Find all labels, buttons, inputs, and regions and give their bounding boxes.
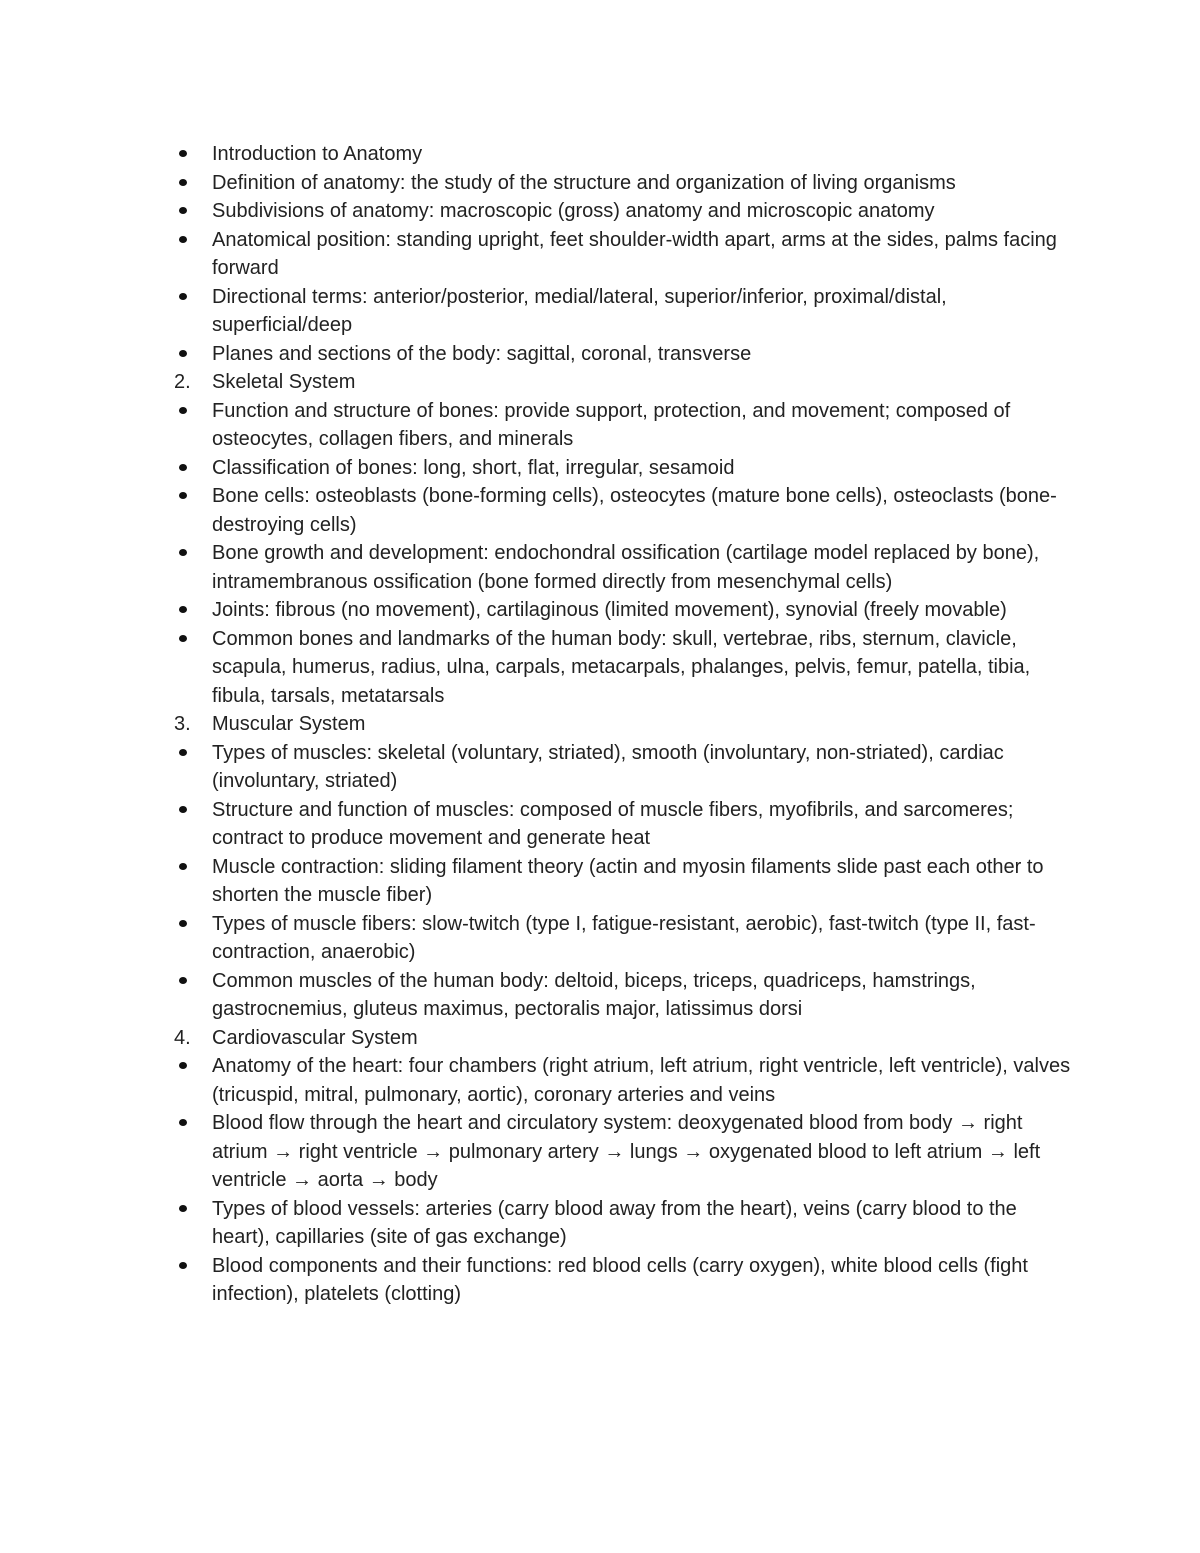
bullet-item (172, 910, 1072, 967)
list-item-text: Anatomical position: standing upright, feet shoulder-width apart, arms at the sides, palms facing forward (212, 228, 1057, 279)
list-item-text: Planes and sections of the body: sagittal, coronal, transverse (212, 342, 752, 365)
bullet-dot-icon (179, 977, 187, 984)
list-number (172, 1024, 196, 1053)
bullet-icon (172, 596, 196, 625)
outline-list (172, 140, 1072, 1309)
bullet-dot-icon (179, 150, 187, 157)
bullet-dot-icon (179, 236, 187, 243)
list-item-text: Classification of bones: long, short, flat, irregular, sesamoid (212, 456, 735, 479)
list-item-text: Types of blood vessels: arteries (carry blood away from the heart), veins (carry blood to the heart), capillaries (site of gas exchange) (212, 1197, 1017, 1248)
bullet-icon (172, 910, 196, 939)
bullet-icon (172, 140, 196, 169)
bullet-item (172, 1195, 1072, 1252)
list-item-text: Types of muscles: skeletal (voluntary, striated), smooth (involuntary, non-striated), cardiac (involuntary, striated) (212, 741, 1004, 792)
bullet-item (172, 967, 1072, 1024)
list-item-text: Types of muscle fibers: slow-twitch (type I, fatigue-resistant, aerobic), fast-twitch (type II, fast-contraction, anaerobic) (212, 912, 1036, 963)
bullet-icon (172, 1109, 196, 1138)
bullet-icon (172, 226, 196, 255)
bullet-icon (172, 1252, 196, 1281)
bullet-item (172, 283, 1072, 340)
bullet-icon (172, 283, 196, 312)
bullet-icon (172, 1052, 196, 1081)
bullet-icon (172, 482, 196, 511)
list-item-text: Structure and function of muscles: composed of muscle fibers, myofibrils, and sarcomeres; contract to produce movement and generate heat (212, 798, 1014, 849)
bullet-item (172, 1109, 1072, 1195)
list-number-label: 2. (174, 371, 191, 393)
list-item-text: Common bones and landmarks of the human body: skull, vertebrae, ribs, sternum, clavicle, scapula, humerus, radius, ulna, carpals, metacarpals, phalanges, pelvis, femur, patella, tibia, fibula, tarsals, metatarsals (212, 627, 1031, 707)
bullet-icon (172, 967, 196, 996)
list-item-text: Bone growth and development: endochondral ossification (cartilage model replaced by bone), intramembranous ossification (bone formed directly from mesenchymal cells) (212, 542, 1040, 593)
list-item-text: Function and structure of bones: provide support, protection, and movement; composed of osteocytes, collagen fibers, and minerals (212, 399, 1011, 450)
bullet-dot-icon (179, 464, 187, 471)
bullet-dot-icon (179, 635, 187, 642)
list-item-text: Subdivisions of anatomy: macroscopic (gross) anatomy and microscopic anatomy (212, 200, 935, 222)
bullet-dot-icon (179, 407, 187, 414)
bullet-dot-icon (179, 1262, 187, 1269)
bullet-dot-icon (179, 207, 187, 214)
bullet-item (172, 226, 1072, 283)
bullet-dot-icon (179, 549, 187, 556)
list-item-text: Bone cells: osteoblasts (bone-forming cells), osteocytes (mature bone cells), osteoclasts (bone-destroying cells) (212, 485, 1057, 536)
bullet-icon (172, 454, 196, 483)
bullet-dot-icon (179, 492, 187, 499)
bullet-icon (172, 340, 196, 369)
list-number-label: 4. (174, 1026, 191, 1049)
list-number (172, 710, 196, 739)
list-item-text: Muscular System (212, 713, 366, 735)
list-item-text: Blood flow through the heart and circulatory system: deoxygenated blood from body → right atrium → right ventricle → pulmonary artery → lungs → oxygenated blood to left atrium → left ventricle → aorta → body (212, 1112, 1041, 1191)
list-item-text: Joints: fibrous (no movement), cartilaginous (limited movement), synovial (freely movable) (212, 599, 1007, 621)
bullet-item (172, 796, 1072, 853)
bullet-dot-icon (179, 920, 187, 927)
list-item-text: Introduction to Anatomy (212, 143, 423, 165)
bullet-item (172, 340, 1072, 369)
bullet-icon (172, 197, 196, 226)
bullet-icon (172, 539, 196, 568)
bullet-dot-icon (179, 350, 187, 357)
bullet-dot-icon (179, 606, 187, 613)
bullet-dot-icon (179, 1062, 187, 1069)
bullet-dot-icon (179, 1205, 187, 1212)
bullet-item (172, 169, 1072, 198)
bullet-icon (172, 625, 196, 654)
list-item-text: Common muscles of the human body: deltoid, biceps, triceps, quadriceps, hamstrings, gastrocnemius, gluteus maximus, pectoralis major, latissimus dorsi (212, 969, 976, 1020)
bullet-item (172, 739, 1072, 796)
list-item-text: Skeletal System (212, 371, 356, 393)
bullet-icon (172, 739, 196, 768)
list-item-text: Cardiovascular System (212, 1026, 418, 1049)
bullet-item (172, 482, 1072, 539)
bullet-dot-icon (179, 806, 187, 813)
bullet-icon (172, 169, 196, 198)
bullet-item (172, 625, 1072, 711)
bullet-item (172, 1252, 1072, 1309)
list-number (172, 368, 196, 397)
list-item-text: Muscle contraction: sliding filament theory (actin and myosin filaments slide past each other to shorten the muscle fiber) (212, 855, 1044, 906)
list-item-text: Directional terms: anterior/posterior, medial/lateral, superior/inferior, proximal/distal, superficial/deep (212, 285, 947, 336)
bullet-dot-icon (179, 1119, 187, 1126)
bullet-item (172, 454, 1072, 483)
bullet-icon (172, 397, 196, 426)
list-number-label: 3. (174, 713, 191, 735)
section-heading-item (172, 1024, 1072, 1053)
list-item-text: Definition of anatomy: the study of the structure and organization of living organisms (212, 171, 956, 194)
bullet-dot-icon (179, 749, 187, 756)
bullet-icon (172, 853, 196, 882)
bullet-item (172, 1052, 1072, 1109)
bullet-dot-icon (179, 293, 187, 300)
bullet-dot-icon (179, 863, 187, 870)
bullet-icon (172, 1195, 196, 1224)
section-heading-item (172, 710, 1072, 739)
section-heading-item (172, 368, 1072, 397)
bullet-item (172, 596, 1072, 625)
bullet-item (172, 397, 1072, 454)
list-item-text: Anatomy of the heart: four chambers (right atrium, left atrium, right ventricle, left ventricle), valves (tricuspid, mitral, pulmonary, aortic), coronary arteries and veins (212, 1055, 1071, 1106)
bullet-dot-icon (179, 179, 187, 186)
bullet-icon (172, 796, 196, 825)
list-item-text: Blood components and their functions: red blood cells (carry oxygen), white blood cells (fight infection), platelets (clotting) (212, 1254, 1028, 1305)
bullet-item (172, 140, 1072, 169)
bullet-item (172, 197, 1072, 226)
bullet-item (172, 853, 1072, 910)
bullet-item (172, 539, 1072, 596)
